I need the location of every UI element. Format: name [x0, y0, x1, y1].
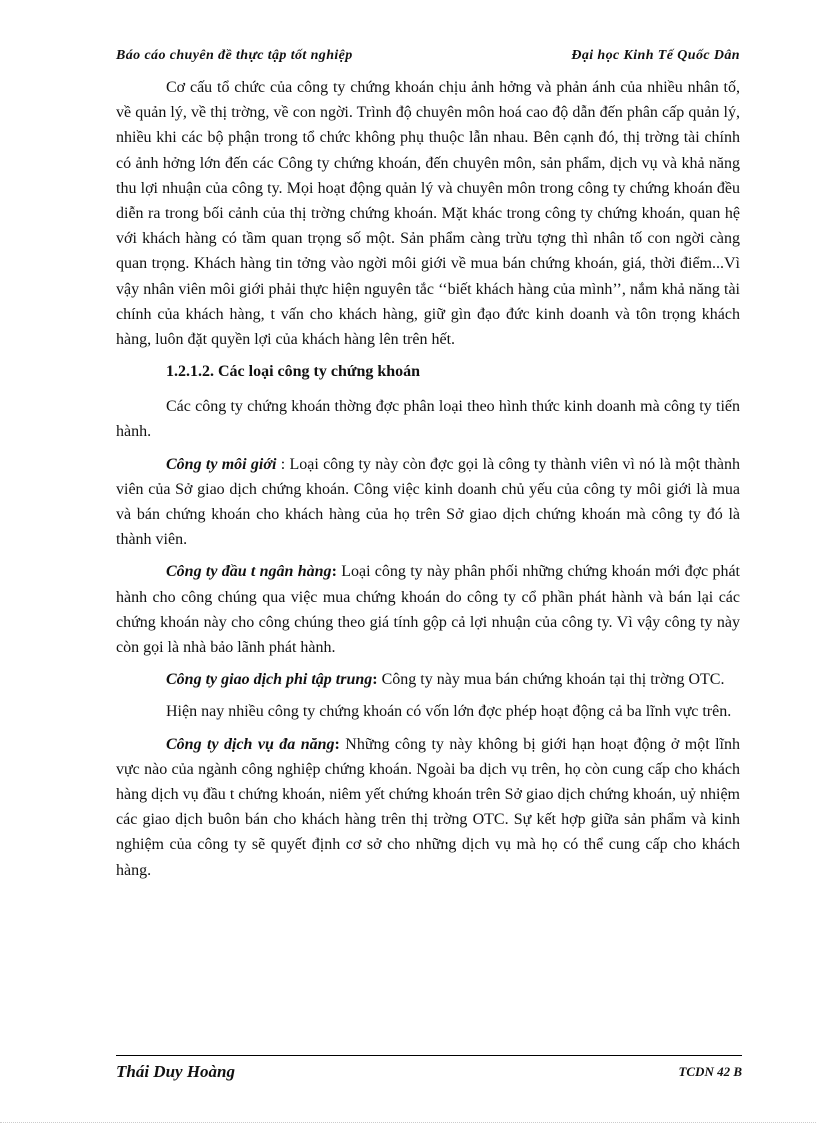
header-report-title: Báo cáo chuyên đề thực tập tốt nghiệp [116, 48, 353, 63]
multi-service-text: Những công ty này không bị giới hạn hoạt động ở một lĩnh vực nào của ngành công nghiệp chứng khoán. Ngoài ba dịch vụ trên, họ còn cung cấp cho khách hàng dịch vụ đầu t chứng khoán, niêm yết chứng khoán trên Sở giao dịch chứng khoán, uỷ nhiệm các giao dịch buôn bán cho khách hàng trên thị trờng OTC. Sự kết hợp giữa sản phẩm và kinh nghiệm của công ty sẽ quyết định cơ sở cho những dịch vụ mà họ có thể cung cấp cho khách hàng. [116, 735, 741, 879]
investment-bank-text: Loại công ty này phân phối những chứng khoán mới đợc phát hành cho công chúng qua việc mua chứng khoán do công ty cổ phần phát hành và bán lại các chứng khoán này cho công chúng theo giá tính gộp cả lợi nhuận của công ty. Vì vậy công ty này còn gọi là nhà bảo lãnh phát hành. [116, 563, 740, 657]
footer-author: Thái Duy Hoàng [116, 1062, 236, 1081]
page-header [116, 46, 740, 72]
paragraph-large-capital: Hiện nay nhiều công ty chứng khoán có vốn lớn đợc phép hoạt động cả ba lĩnh vực trên. [166, 703, 732, 721]
term-brokerage: Công ty môi giới [166, 455, 277, 473]
footer-class: TCDN 42 B [678, 1064, 742, 1079]
page-footer [116, 1062, 742, 1088]
term-multi-service: Công ty dịch vụ đa năng [166, 735, 335, 753]
brokerage-text: : Loại công ty này còn đợc gọi là công ty thành viên vì nó là một thành viên của Sở giao dịch chứng khoán. Công việc kinh doanh chủ yếu của công ty môi giới là mua và bán chứng khoán cho khách hàng của họ trên Sở giao dịch chứng khoán mà công ty đó là thành viên. [116, 455, 741, 549]
header-university: Đại học Kinh Tế Quốc Dân [571, 48, 740, 63]
investment-bank-colon: : [331, 563, 337, 581]
paragraph-multi-service [116, 732, 740, 883]
paragraph-investment-bank [116, 559, 740, 660]
section-heading: 1.2.1.2. Các loại công ty chứng khoán [166, 363, 421, 381]
paragraph-classification: Các công ty chứng khoán thờng đợc phân loại theo hình thức kinh doanh mà công ty tiến hành. [116, 398, 740, 441]
term-investment-bank: Công ty đầu t ngân hàng [166, 563, 332, 581]
otc-dealer-text: Công ty này mua bán chứng khoán tại thị trờng OTC. [377, 671, 725, 689]
multi-service-colon: : [334, 735, 340, 753]
otc-dealer-colon: : [372, 671, 378, 689]
paragraph-otc-dealer [116, 667, 740, 692]
term-otc-dealer: Công ty giao dịch phi tập trung [166, 671, 373, 689]
paragraph-org-structure: Cơ cấu tổ chức của công ty chứng khoán chịu ảnh hởng và phản ánh của nhiều nhân tố, về quản lý, về thị trờng, về con ngời. Trình độ chuyên môn hoá cao độ dẫn đến phân cấp quản lý, nhiều khi các bộ phận trong tổ chức không phụ thuộc lẫn nhau. Bên cạnh đó, thị trờng tài chính có ảnh hởng lớn đến các Công ty chứng khoán, đến chuyên môn, sản phẩm, dịch vụ và khả năng thu lợi nhuận của công ty. Mọi hoạt động quản lý và chuyên môn trong công ty chứng khoán đều diễn ra trong bối cảnh của thị trờng chứng khoán. Mặt khác trong công ty chứng khoán, quan hệ với khách hàng có tầm quan trọng số một. Sản phẩm càng trừu tợng thì nhân tố con ngời càng quan trọng. Khách hàng tin tởng vào ngời môi giới về mua bán chứng khoán, giá, thời điểm...Vì vậy nhân viên môi giới phải thực hiện nguyên tắc ‘‘biết khách hàng của mình’’, nắm khả năng tài chính của khách hàng, t vấn cho khách hàng, giữ gìn đạo đức kinh doanh và tôn trọng khách hàng, luôn đặt quyền lợi của khách hàng lên trên hết. [116, 79, 740, 349]
footer-rule [116, 1055, 742, 1056]
document-body [116, 75, 740, 884]
paragraph-brokerage [116, 452, 740, 553]
